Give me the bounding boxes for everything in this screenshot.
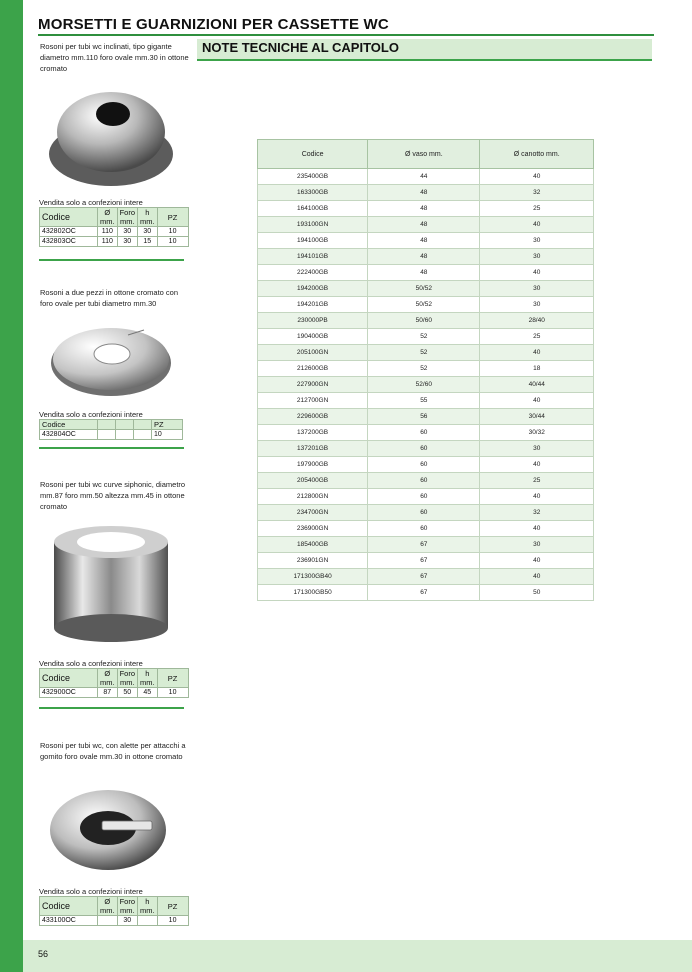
cell-vaso: 56 — [368, 409, 480, 425]
cell-code: 194100GB — [258, 233, 368, 249]
section-divider — [39, 707, 184, 709]
cell-canotto: 25 — [480, 201, 594, 217]
rosette-siphonic-image — [46, 520, 176, 648]
cell-canotto: 40 — [480, 265, 594, 281]
cell-vaso: 48 — [368, 265, 480, 281]
rosette-giant-image — [46, 84, 176, 189]
cell-canotto: 40/44 — [480, 377, 594, 393]
cell-canotto: 32 — [480, 185, 594, 201]
cell-canotto: 40 — [480, 345, 594, 361]
col-canotto: Ø canotto mm. — [480, 140, 594, 169]
cell-height: 30 — [138, 227, 158, 237]
cell-code: 190400GB — [258, 329, 368, 345]
notes-divider — [197, 59, 652, 61]
col-code: Codice — [40, 420, 98, 430]
green-sidebar — [0, 0, 23, 972]
col-foro: Foro mm. — [117, 669, 137, 688]
product-1-sold-note: Vendita solo a confezioni intere — [39, 198, 143, 207]
cell-vaso: 48 — [368, 201, 480, 217]
rosette-winged-image — [46, 780, 176, 875]
cell-pz: 10 — [157, 227, 188, 237]
cell-code: 194200GB — [258, 281, 368, 297]
table-row — [258, 185, 594, 201]
table-row — [258, 233, 594, 249]
col-foro: Foro mm. — [117, 208, 137, 227]
cell-vaso: 52 — [368, 361, 480, 377]
page-title: MORSETTI E GUARNIZIONI PER CASSETTE WC — [38, 16, 389, 33]
cell-code: 185400GB — [258, 537, 368, 553]
cell-canotto: 30/44 — [480, 409, 594, 425]
cell-code: 164100GB — [258, 201, 368, 217]
cell-code: 236900GN — [258, 521, 368, 537]
cell-code: 432900OC — [40, 688, 98, 698]
product-2-sold-note: Vendita solo a confezioni intere — [39, 410, 143, 419]
page-number: 56 — [38, 949, 49, 959]
cell-vaso: 67 — [368, 585, 480, 601]
cell-vaso: 52/60 — [368, 377, 480, 393]
col-foro: Foro mm. — [117, 897, 137, 916]
table-row — [258, 313, 594, 329]
table-row — [258, 345, 594, 361]
cell-vaso: 60 — [368, 473, 480, 489]
cell-vaso: 52 — [368, 345, 480, 361]
cell-code: 205100GN — [258, 345, 368, 361]
col-code: Codice — [40, 208, 98, 227]
cell-code: 236901GN — [258, 553, 368, 569]
cell-canotto: 32 — [480, 505, 594, 521]
table-row — [258, 361, 594, 377]
table-row — [258, 217, 594, 233]
col-pz: PZ — [157, 669, 188, 688]
cell-code: 433100OC — [40, 916, 98, 926]
product-2-table — [39, 419, 183, 440]
product-3-table — [39, 668, 189, 698]
cell-vaso: 48 — [368, 249, 480, 265]
table-row — [258, 489, 594, 505]
cell-height: 45 — [138, 688, 158, 698]
cell-code: 194201GB — [258, 297, 368, 313]
table-row — [258, 281, 594, 297]
table-row — [258, 377, 594, 393]
table-row — [258, 393, 594, 409]
cell-code: 205400GB — [258, 473, 368, 489]
cell-canotto: 40 — [480, 489, 594, 505]
cell-canotto: 30 — [480, 441, 594, 457]
col-pz: PZ — [157, 208, 188, 227]
cell-diameter — [98, 916, 118, 926]
cell-vaso: 60 — [368, 505, 480, 521]
cell-code: 212600GB — [258, 361, 368, 377]
cell-vaso: 55 — [368, 393, 480, 409]
table-row — [258, 441, 594, 457]
col-diameter: Ø mm. — [98, 897, 118, 916]
cell-vaso: 48 — [368, 233, 480, 249]
product-3-description: Rosoni per tubi wc curve siphonic, diametro mm.87 foro mm.50 altezza mm.45 in ottone cromato — [40, 480, 186, 511]
cell-canotto: 25 — [480, 329, 594, 345]
cell-vaso: 60 — [368, 521, 480, 537]
notes-title: NOTE TECNICHE AL CAPITOLO — [202, 40, 399, 55]
table-row — [258, 553, 594, 569]
title-divider — [38, 34, 654, 36]
table-row — [258, 169, 594, 185]
cell-canotto: 28/40 — [480, 313, 594, 329]
cell-code: 432802OC — [40, 227, 98, 237]
cell-foro: 30 — [117, 227, 137, 237]
table-row — [258, 409, 594, 425]
cell-code: 194101GB — [258, 249, 368, 265]
cell-canotto: 50 — [480, 585, 594, 601]
section-divider — [39, 259, 184, 261]
cell-canotto: 40 — [480, 457, 594, 473]
table-row — [258, 569, 594, 585]
cell-vaso: 67 — [368, 569, 480, 585]
table-row — [40, 237, 189, 247]
cell-diameter: 110 — [98, 227, 118, 237]
col-diameter: Ø mm. — [98, 669, 118, 688]
table-row — [258, 201, 594, 217]
table-row — [40, 916, 189, 926]
cell-code: 230000PB — [258, 313, 368, 329]
col-code: Codice — [258, 140, 368, 169]
col-height: h mm. — [138, 669, 158, 688]
cell-canotto: 40 — [480, 393, 594, 409]
rosette-two-piece-image — [46, 317, 176, 402]
cell-code: 234700GN — [258, 505, 368, 521]
table-row — [40, 688, 189, 698]
cell-code: 432804OC — [40, 430, 98, 440]
cell-canotto: 30 — [480, 249, 594, 265]
cell-code: 137200GB — [258, 425, 368, 441]
product-1-table — [39, 207, 189, 247]
cell-pz: 10 — [157, 916, 188, 926]
table-row — [258, 297, 594, 313]
cell-code: 227900GN — [258, 377, 368, 393]
cell-vaso: 48 — [368, 217, 480, 233]
cell-vaso: 50/60 — [368, 313, 480, 329]
footer-bar — [23, 940, 692, 972]
cell-code: 235400GB — [258, 169, 368, 185]
cell-canotto: 40 — [480, 569, 594, 585]
cell-pz: 10 — [157, 237, 188, 247]
cell-vaso: 60 — [368, 489, 480, 505]
cell-code: 229600GB — [258, 409, 368, 425]
cell-code: 432803OC — [40, 237, 98, 247]
cell-foro: 30 — [117, 237, 137, 247]
col-vaso: Ø vaso mm. — [368, 140, 480, 169]
section-divider — [39, 447, 184, 449]
cell-pz: 10 — [152, 430, 183, 440]
cell-vaso: 60 — [368, 457, 480, 473]
table-row — [258, 457, 594, 473]
cell-vaso: 52 — [368, 329, 480, 345]
cell-code: 212800GN — [258, 489, 368, 505]
cell-code: 193100GN — [258, 217, 368, 233]
cell-vaso: 60 — [368, 441, 480, 457]
cell-code: 163300GB — [258, 185, 368, 201]
col-height: h mm. — [138, 208, 158, 227]
table-row — [258, 585, 594, 601]
codes-table — [257, 139, 594, 601]
table-row — [258, 505, 594, 521]
cell-canotto: 30/32 — [480, 425, 594, 441]
cell-canotto: 30 — [480, 233, 594, 249]
cell-code: 197900GB — [258, 457, 368, 473]
cell-canotto: 30 — [480, 537, 594, 553]
cell-code: 171300GB40 — [258, 569, 368, 585]
table-row — [258, 249, 594, 265]
cell-vaso: 50/52 — [368, 281, 480, 297]
cell-code: 212700GN — [258, 393, 368, 409]
cell-vaso: 50/52 — [368, 297, 480, 313]
col-height: h mm. — [138, 897, 158, 916]
cell-canotto: 40 — [480, 169, 594, 185]
cell-height: 15 — [138, 237, 158, 247]
cell-canotto: 25 — [480, 473, 594, 489]
col-pz: PZ — [157, 897, 188, 916]
col-code: Codice — [40, 669, 98, 688]
col-pz: PZ — [152, 420, 183, 430]
table-row — [258, 521, 594, 537]
table-row — [258, 265, 594, 281]
cell-canotto: 30 — [480, 297, 594, 313]
cell-vaso: 67 — [368, 553, 480, 569]
table-row — [258, 473, 594, 489]
col-code: Codice — [40, 897, 98, 916]
codes-table-body — [258, 169, 594, 601]
cell-vaso: 44 — [368, 169, 480, 185]
cell-code: 137201GB — [258, 441, 368, 457]
table-row — [40, 430, 183, 440]
cell-canotto: 40 — [480, 521, 594, 537]
product-1-description: Rosoni per tubi wc inclinati, tipo gigante diametro mm.110 foro ovale mm.30 in ottone cromato — [40, 42, 189, 73]
cell-code: 222400GB — [258, 265, 368, 281]
cell-diameter: 110 — [98, 237, 118, 247]
cell-vaso: 48 — [368, 185, 480, 201]
product-2-description: Rosoni a due pezzi in ottone cromato con foro ovale per tubi diametro mm.30 — [40, 288, 178, 308]
cell-foro: 30 — [117, 916, 137, 926]
cell-canotto: 40 — [480, 217, 594, 233]
col-diameter: Ø mm. — [98, 208, 118, 227]
table-row — [40, 227, 189, 237]
product-4-sold-note: Vendita solo a confezioni intere — [39, 887, 143, 896]
cell-vaso: 60 — [368, 425, 480, 441]
cell-height — [138, 916, 158, 926]
table-row — [258, 425, 594, 441]
cell-code: 171300GB50 — [258, 585, 368, 601]
table-row — [258, 537, 594, 553]
cell-pz: 10 — [157, 688, 188, 698]
product-4-table — [39, 896, 189, 926]
cell-canotto: 30 — [480, 281, 594, 297]
cell-canotto: 40 — [480, 553, 594, 569]
cell-foro: 50 — [117, 688, 137, 698]
cell-vaso: 67 — [368, 537, 480, 553]
cell-canotto: 18 — [480, 361, 594, 377]
cell-diameter: 87 — [98, 688, 118, 698]
product-3-sold-note: Vendita solo a confezioni intere — [39, 659, 143, 668]
table-row — [258, 329, 594, 345]
product-4-description: Rosoni per tubi wc, con alette per attacchi a gomito foro ovale mm.30 in ottone cromato — [40, 741, 186, 761]
